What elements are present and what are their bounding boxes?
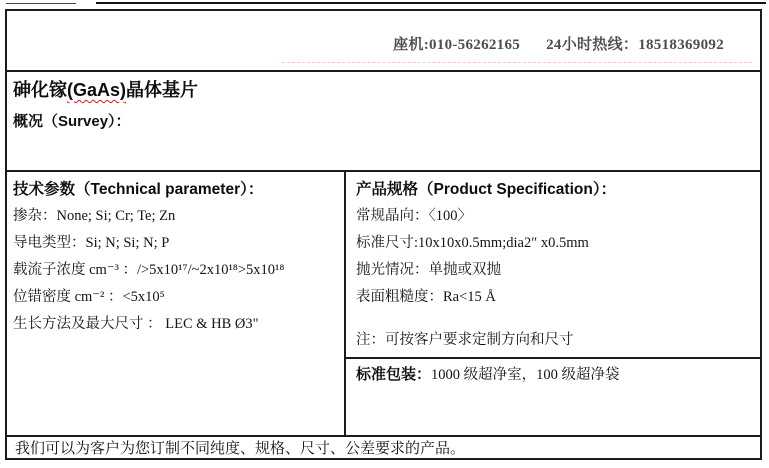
packing-row <box>346 357 760 384</box>
product-title-suffix: 晶体基片 <box>126 80 199 100</box>
technical-heading: 技术参数（Technical parameter）： <box>13 181 264 198</box>
contact-header <box>7 11 760 72</box>
packing-label: 标准包装： <box>356 366 432 383</box>
technical-row-growth-method: 生长方法及最大尺寸 ： LEC & HB Ø3" <box>13 316 259 332</box>
faded-underline-artifact <box>282 62 752 63</box>
spec-row-standard-size: 标准尺寸:10x10x0.5mm;dia2″ x0.5mm <box>356 235 589 251</box>
technical-section <box>7 172 346 435</box>
product-title <box>13 78 760 102</box>
content-frame <box>5 9 762 460</box>
top-clipped-rule-left <box>6 3 76 4</box>
custom-note: 注：可按客户要求定制方向和尺寸 <box>356 332 574 348</box>
technical-row-conduction-type: 导电类型：Si; N; Si; N; P <box>13 235 170 251</box>
landline-number: 座机:010-56262165 <box>393 37 521 53</box>
spec-table <box>7 170 760 435</box>
technical-row-dislocation-density: 位错密度 cm⁻² ：<5x10⁵ <box>13 289 165 305</box>
technical-row-carrier-concentration: 载流子浓度 cm⁻³ ：/>5x10¹⁷/~2x10¹⁸>5x10¹⁸ <box>13 262 285 278</box>
specification-section <box>346 172 760 435</box>
spec-row-surface-roughness: 表面粗糙度：Ra<15 Å <box>356 289 496 305</box>
footer-note-text: 我们可以为客户为您订制不同纯度、规格、尺寸、公差要求的产品。 <box>15 441 466 457</box>
spec-row-polishing: 抛光情况：单抛或双抛 <box>356 262 501 278</box>
product-title-prefix: 砷化镓 <box>13 80 67 100</box>
specification-heading: 产品规格（Product Specification）： <box>356 181 617 198</box>
intro-section <box>7 72 760 170</box>
survey-label: 概况（Survey）： <box>13 113 131 130</box>
technical-row-doping: 掺杂：None; Si; Cr; Te; Zn <box>13 208 176 224</box>
hotline-number: 24小时热线：18518369092 <box>546 37 724 53</box>
product-title-gaas: (GaAs) <box>67 80 127 100</box>
spec-row-orientation: 常规晶向：〈100〉 <box>356 208 472 224</box>
top-clipped-rule-right <box>96 2 766 4</box>
contact-numbers <box>393 33 724 54</box>
footer-note <box>7 435 760 458</box>
packing-value: 1000 级超净室，100 级超净袋 <box>431 367 620 383</box>
specification-list <box>346 172 760 354</box>
